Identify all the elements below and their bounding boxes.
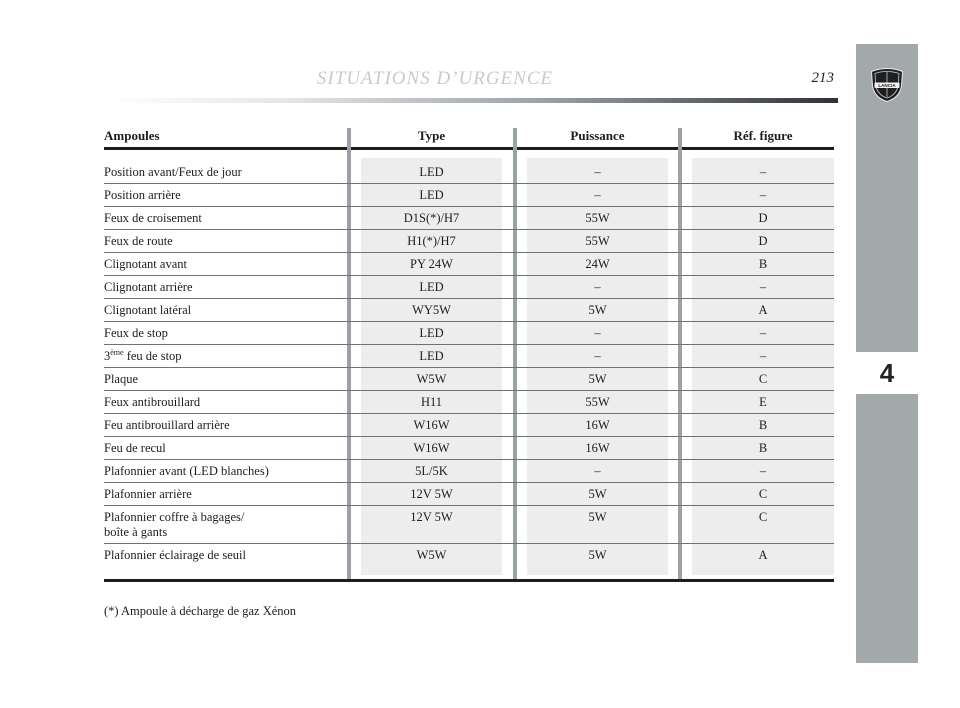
ampoule-cell: Feu de recul [104,441,166,455]
ref-figure-cell: – [759,280,767,294]
type-cell: H1(*)/H7 [407,234,456,248]
type-cell: 12V 5W [410,487,453,501]
ampoule-cell: Plafonnier coffre à bagages/ boîte à gants [104,510,245,539]
row-divider [104,459,834,460]
ref-figure-cell: B [758,441,768,455]
type-cell: W5W [416,548,447,562]
ref-figure-cell: – [759,165,767,179]
ref-figure-cell: E [759,395,767,409]
puissance-cell: – [594,188,601,202]
row-divider [104,275,834,276]
section-title: SITUATIONS D’URGENCE [316,68,554,89]
row-divider [104,390,834,391]
page-number: 213 [811,70,834,86]
column-separator [678,128,682,581]
type-cell: PY 24W [410,257,453,271]
row-divider [104,321,834,322]
table-top-rule [104,147,834,150]
ampoule-cell: Position avant/Feux de jour [104,165,242,179]
row-divider [104,367,834,368]
puissance-cell: 55W [585,211,610,225]
puissance-cell: 5W [588,303,607,317]
type-cell: LED [419,188,444,202]
ampoule-cell: Plafonnier arrière [104,487,192,501]
puissance-cell: – [594,165,601,179]
puissance-cell: 5W [588,510,607,524]
row-divider [104,298,834,299]
column-separator [347,128,351,581]
ref-figure-cell: C [758,510,768,524]
row-divider [104,436,834,437]
column-header-puissance: Puissance [570,128,625,143]
ampoule-cell: Plafonnier éclairage de seuil [104,548,246,562]
ref-figure-cell: C [758,487,768,501]
ref-figure-cell: A [758,548,768,562]
ref-figure-cell: – [759,349,767,363]
puissance-cell: – [594,464,601,478]
puissance-cell: – [594,280,601,294]
ref-figure-cell: B [758,418,768,432]
type-cell: LED [419,280,444,294]
ref-figure-cell: D [758,211,768,225]
header-rule [104,98,838,103]
ampoule-cell: Plafonnier avant (LED blanches) [104,464,269,478]
row-divider [104,543,834,544]
type-cell: WY5W [412,303,451,317]
ampoule-cell: 3ème feu de stop [104,347,182,363]
ampoule-cell: Position arrière [104,188,181,202]
ref-figure-cell: – [759,188,767,202]
column-header-type: Type [417,128,446,143]
type-cell: LED [419,349,444,363]
row-divider [104,252,834,253]
ampoule-cell: Clignotant arrière [104,280,193,294]
ref-figure-cell: A [758,303,768,317]
ampoule-cell: Feux de croisement [104,211,202,225]
ampoule-cell: Clignotant latéral [104,303,192,317]
column-header-ampoules: Ampoules [104,128,160,143]
table-bottom-rule [104,579,834,582]
ref-figure-cell: – [759,464,767,478]
ampoule-cell: Clignotant avant [104,257,187,271]
ref-figure-cell: B [758,257,768,271]
puissance-cell: – [594,349,601,363]
lancia-logo-icon [869,67,905,103]
column-separator [513,128,517,581]
type-cell: LED [419,165,444,179]
type-cell: LED [419,326,444,340]
puissance-cell: 55W [585,395,610,409]
type-cell: W5W [416,372,447,386]
ref-figure-cell: D [758,234,768,248]
puissance-cell: 16W [585,418,610,432]
type-cell: W16W [413,418,450,432]
type-cell: H11 [420,395,443,409]
type-cell: W16W [413,441,450,455]
puissance-cell: 24W [585,257,610,271]
puissance-cell: 5W [588,548,607,562]
ampoule-cell: Feu antibrouillard arrière [104,418,230,432]
ref-figure-cell: – [759,326,767,340]
row-divider [104,344,834,345]
ampoule-cell: Feux de route [104,234,173,248]
footnote: (*) Ampoule à décharge de gaz Xénon [104,604,297,618]
row-divider [104,229,834,230]
row-divider [104,413,834,414]
row-divider [104,505,834,506]
puissance-cell: 5W [588,372,607,386]
type-cell: D1S(*)/H7 [403,211,460,225]
ref-figure-cell: C [758,372,768,386]
ampoule-cell: Plaque [104,372,139,386]
type-cell: 12V 5W [410,510,453,524]
chapter-number: 4 [856,352,918,394]
puissance-cell: 5W [588,487,607,501]
svg-text:LANCIA: LANCIA [878,82,896,88]
puissance-cell: – [594,326,601,340]
row-divider [104,482,834,483]
ampoule-cell: Feux antibrouillard [104,395,201,409]
puissance-cell: 55W [585,234,610,248]
row-divider [104,183,834,184]
puissance-cell: 16W [585,441,610,455]
type-cell: 5L/5K [415,464,448,478]
ampoule-cell: Feux de stop [104,326,168,340]
row-divider [104,206,834,207]
column-header-ref-figure: Réf. figure [733,128,793,143]
